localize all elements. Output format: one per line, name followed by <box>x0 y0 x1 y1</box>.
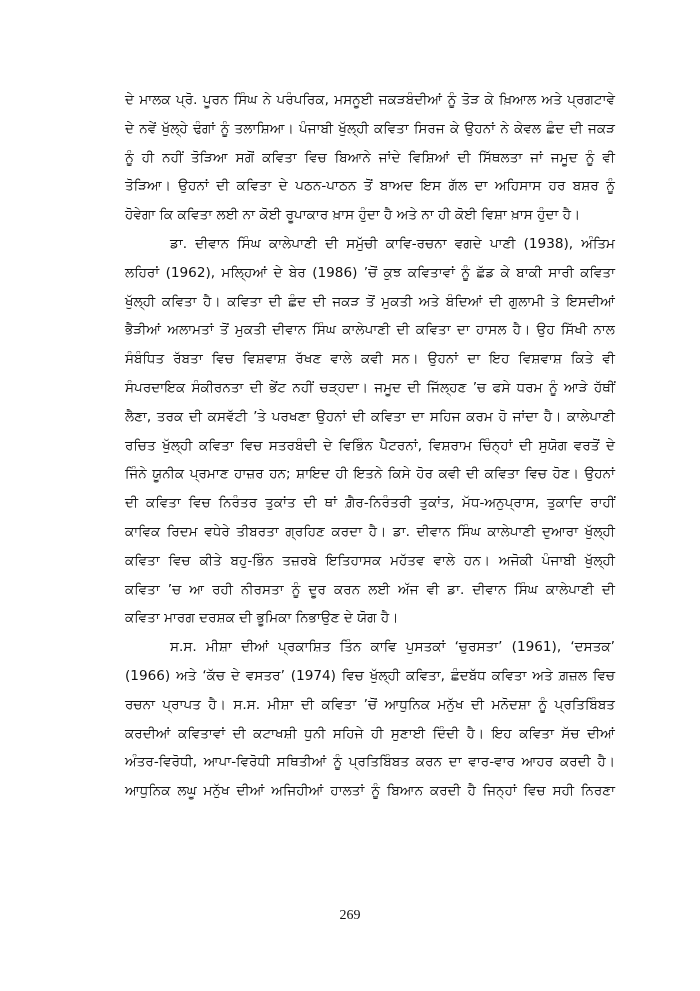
text-line: ਰਚਨਾ ਪ੍ਰਾਪਤ ਹੈ। ਸ.ਸ. ਮੀਸ਼ਾ ਦੀ ਕਵਿਤਾ ’ਚੋਂ ਆਧੁਨਿਕ ਮਨੁੱਖ ਦੀ ਮਨੋਦਸ਼ਾ ਨੂੰ ਪ੍ਰਤਿਬਿੰਬਤ <box>125 696 615 713</box>
paragraph-start-line: ਡਾ. ਦੀਵਾਨ ਸਿੰਘ ਕਾਲੇਪਾਣੀ ਦੀ ਸਮੁੱਚੀ ਕਾਵਿ-ਰਚਨਾ ਵਗਦੇ ਪਾਣੀ (1938), ਅੰਤਿਮ <box>170 235 615 252</box>
text-line: ਸੰਬੰਧਿਤ ਰੱਬਤਾ ਵਿਚ ਵਿਸ਼ਵਾਸ਼ ਰੱਖਣ ਵਾਲੇ ਕਵੀ ਸਨ। ਉਹਨਾਂ ਦਾ ਇਹ ਵਿਸ਼ਵਾਸ਼ ਕਿਤੇ ਵੀ <box>125 351 615 368</box>
text-line: ਨੂੰ ਹੀ ਨਹੀਂ ਤੋੜਿਆ ਸਗੋਂ ਕਵਿਤਾ ਵਿਚ ਬਿਆਨੇ ਜਾਂਦੇ ਵਿਸ਼ਿਆਂ ਦੀ ਸਿੱਥਲਤਾ ਜਾਂ ਜਮੂਦ ਨੂੰ ਵੀ <box>125 149 615 166</box>
page-number: 269 <box>339 908 361 923</box>
text-line: ਦੇ ਨਵੇਂ ਖੁੱਲ੍ਹੇ ਢੰਗਾਂ ਨੂੰ ਤਲਾਸ਼ਿਆ। ਪੰਜਾਬੀ ਖੁੱਲ੍ਹੀ ਕਵਿਤਾ ਸਿਰਜ ਕੇ ਉਹਨਾਂ ਨੇ ਕੇਵਲ ਛੰਦ ਦੀ ਜਕੜ <box>125 120 615 137</box>
text-line: ਦੇ ਮਾਲਕ ਪ੍ਰੋ. ਪੂਰਨ ਸਿੰਘ ਨੇ ਪਰੰਪਰਿਕ, ਮਸਨੂਈ ਜਕੜਬੰਦੀਆਂ ਨੂੰ ਤੋੜ ਕੇ ਖ਼ਿਆਲ ਅਤੇ ਪ੍ਰਗਟਾਵੇ <box>125 92 615 108</box>
text-line: ਕਵਿਤਾ ਮਾਰਗ ਦਰਸ਼ਕ ਦੀ ਭੂਮਿਕਾ ਨਿਭਾਉਣ ਦੇ ਯੋਗ ਹੈ। <box>125 610 399 627</box>
text-line: ਭੈੜੀਆਂ ਅਲਾਮਤਾਂ ਤੋਂ ਮੁਕਤੀ ਦੀਵਾਨ ਸਿੰਘ ਕਾਲੇਪਾਣੀ ਦੀ ਕਵਿਤਾ ਦਾ ਹਾਸਲ ਹੈ। ਉਹ ਸਿੱਖੀ ਨਾਲ <box>125 322 615 339</box>
body-text <box>125 86 615 806</box>
text-line: ਆਧੁਨਿਕ ਲਘੂ ਮਨੁੱਖ ਦੀਆਂ ਅਜਿਹੀਆਂ ਹਾਲਤਾਂ ਨੂੰ ਬਿਆਨ ਕਰਦੀ ਹੈ ਜਿਨ੍ਹਾਂ ਵਿਚ ਸਹੀ ਨਿਰਣਾ <box>125 783 615 800</box>
text-line: ਰਚਿਤ ਖੁੱਲ੍ਹੀ ਕਵਿਤਾ ਵਿਚ ਸਤਰਬੰਦੀ ਦੇ ਵਿਭਿੰਨ ਪੈਟਰਨਾਂ, ਵਿਸ਼ਰਾਮ ਚਿੰਨ੍ਹਾਂ ਦੀ ਸੁਯੋਗ ਵਰਤੋਂ ਦੇ <box>125 437 615 454</box>
text-line: ਕਰਦੀਆਂ ਕਵਿਤਾਵਾਂ ਦੀ ਕਟਾਖਸ਼ੀ ਧੁਨੀ ਸਹਿਜੇ ਹੀ ਸੁਣਾਈ ਦਿੰਦੀ ਹੈ। ਇਹ ਕਵਿਤਾ ਸੱਚ ਦੀਆਂ <box>125 725 615 742</box>
text-line: ਤੋੜਿਆ। ਉਹਨਾਂ ਦੀ ਕਵਿਤਾ ਦੇ ਪਠਨ-ਪਾਠਨ ਤੋਂ ਬਾਅਦ ਇਸ ਗੱਲ ਦਾ ਅਹਿਸਾਸ ਹਰ ਬਸ਼ਰ ਨੂੰ <box>125 178 615 195</box>
text-line: ਲੈਣਾ, ਤਰਕ ਦੀ ਕਸਵੱਟੀ ’ਤੇ ਪਰਖਣਾ ਉਹਨਾਂ ਦੀ ਕਵਿਤਾ ਦਾ ਸਹਿਜ ਕਰਮ ਹੋ ਜਾਂਦਾ ਹੈ। ਕਾਲੇਪਾਣੀ <box>125 408 615 425</box>
paragraph-start-line: ਸ.ਸ. ਮੀਸ਼ਾ ਦੀਆਂ ਪ੍ਰਕਾਸ਼ਿਤ ਤਿੰਨ ਕਾਵਿ ਪੁਸਤਕਾਂ ‘ਚੁਰਸਤਾ’ (1961), ‘ਦਸਤਕ’ <box>170 639 615 656</box>
text-line: ਕਵਿਤਾ ਵਿਚ ਕੀਤੇ ਬਹੁ-ਭਿੰਨ ਤਜ਼ਰਬੇ ਇਤਿਹਾਸਕ ਮਹੱਤਵ ਵਾਲੇ ਹਨ। ਅਜੋਕੀ ਪੰਜਾਬੀ ਖੁੱਲ੍ਹੀ <box>125 552 615 569</box>
text-line: ਲਹਿਰਾਂ (1962), ਮਲ੍ਹਿਆਂ ਦੇ ਬੇਰ (1986) ’ਚੋਂ ਕੁਝ ਕਵਿਤਾਵਾਂ ਨੂੰ ਛੱਡ ਕੇ ਬਾਕੀ ਸਾਰੀ ਕਵਿਤਾ <box>125 264 615 281</box>
text-line: ਸੰਪਰਦਾਇਕ ਸੰਕੀਰਨਤਾ ਦੀ ਭੇਂਟ ਨਹੀਂ ਚੜ੍ਹਦਾ। ਜਮੂਦ ਦੀ ਜਿੱਲ੍ਹਣ ’ਚ ਫਸੇ ਧਰਮ ਨੂੰ ਆੜੇ ਹੱਥੀਂ <box>125 379 615 396</box>
text-line: ਖੁੱਲ੍ਹੀ ਕਵਿਤਾ ਹੈ। ਕਵਿਤਾ ਦੀ ਛੰਦ ਦੀ ਜਕੜ ਤੋਂ ਮੁਕਤੀ ਅਤੇ ਬੰਦਿਆਂ ਦੀ ਗੁਲਾਮੀ ਤੇ ਇਸਦੀਆਂ <box>125 293 615 310</box>
text-line: ਅੰਤਰ-ਵਿਰੋਧੀ, ਆਪਾ-ਵਿਰੋਧੀ ਸਥਿਤੀਆਂ ਨੂੰ ਪ੍ਰਤਿਬਿੰਬਤ ਕਰਨ ਦਾ ਵਾਰ-ਵਾਰ ਆਹਰ ਕਰਦੀ ਹੈ। <box>125 754 615 771</box>
text-line: ਹੋਵੇਗਾ ਕਿ ਕਵਿਤਾ ਲਈ ਨਾ ਕੋਈ ਰੂਪਾਕਾਰ ਖ਼ਾਸ ਹੁੰਦਾ ਹੈ ਅਤੇ ਨਾ ਹੀ ਕੋਈ ਵਿਸ਼ਾ ਖ਼ਾਸ ਹੁੰਦਾ ਹੈ। <box>125 207 581 224</box>
text-line: ਕਾਵਿਕ ਰਿਦਮ ਵਧੇਰੇ ਤੀਬਰਤਾ ਗ੍ਰਹਿਣ ਕਰਦਾ ਹੈ। ਡਾ. ਦੀਵਾਨ ਸਿੰਘ ਕਾਲੇਪਾਣੀ ਦੁਆਰਾ ਖੁੱਲ੍ਹੀ <box>125 523 615 540</box>
text-line: ਦੀ ਕਵਿਤਾ ਵਿਚ ਨਿਰੰਤਰ ਤੁਕਾਂਤ ਦੀ ਥਾਂ ਗ਼ੈਰ-ਨਿਰੰਤਰੀ ਤੁਕਾਂਤ, ਮੱਧ-ਅਨੁਪ੍ਰਾਸ, ਤੁਕਾਦਿ ਰਾਹੀਂ <box>125 495 615 512</box>
text-line: (1966) ਅਤੇ ‘ਕੱਚ ਦੇ ਵਸਤਰ’ (1974) ਵਿਚ ਖੁੱਲ੍ਹੀ ਕਵਿਤਾ, ਛੰਦਬੱਧ ਕਵਿਤਾ ਅਤੇ ਗ਼ਜ਼ਲ ਵਿਚ <box>125 667 615 684</box>
text-line: ਜਿੰਨੇ ਯੂਨੀਕ ਪ੍ਰਮਾਣ ਹਾਜ਼ਰ ਹਨ; ਸ਼ਾਇਦ ਹੀ ਇਤਨੇ ਕਿਸੇ ਹੋਰ ਕਵੀ ਦੀ ਕਵਿਤਾ ਵਿਚ ਹੋਣ। ਉਹਨਾਂ <box>125 466 615 483</box>
text-line: ਕਵਿਤਾ ’ਚ ਆ ਰਹੀ ਨੀਰਸਤਾ ਨੂੰ ਦੂਰ ਕਰਨ ਲਈ ਅੱਜ ਵੀ ਡਾ. ਦੀਵਾਨ ਸਿੰਘ ਕਾਲੇਪਾਣੀ ਦੀ <box>125 581 615 598</box>
